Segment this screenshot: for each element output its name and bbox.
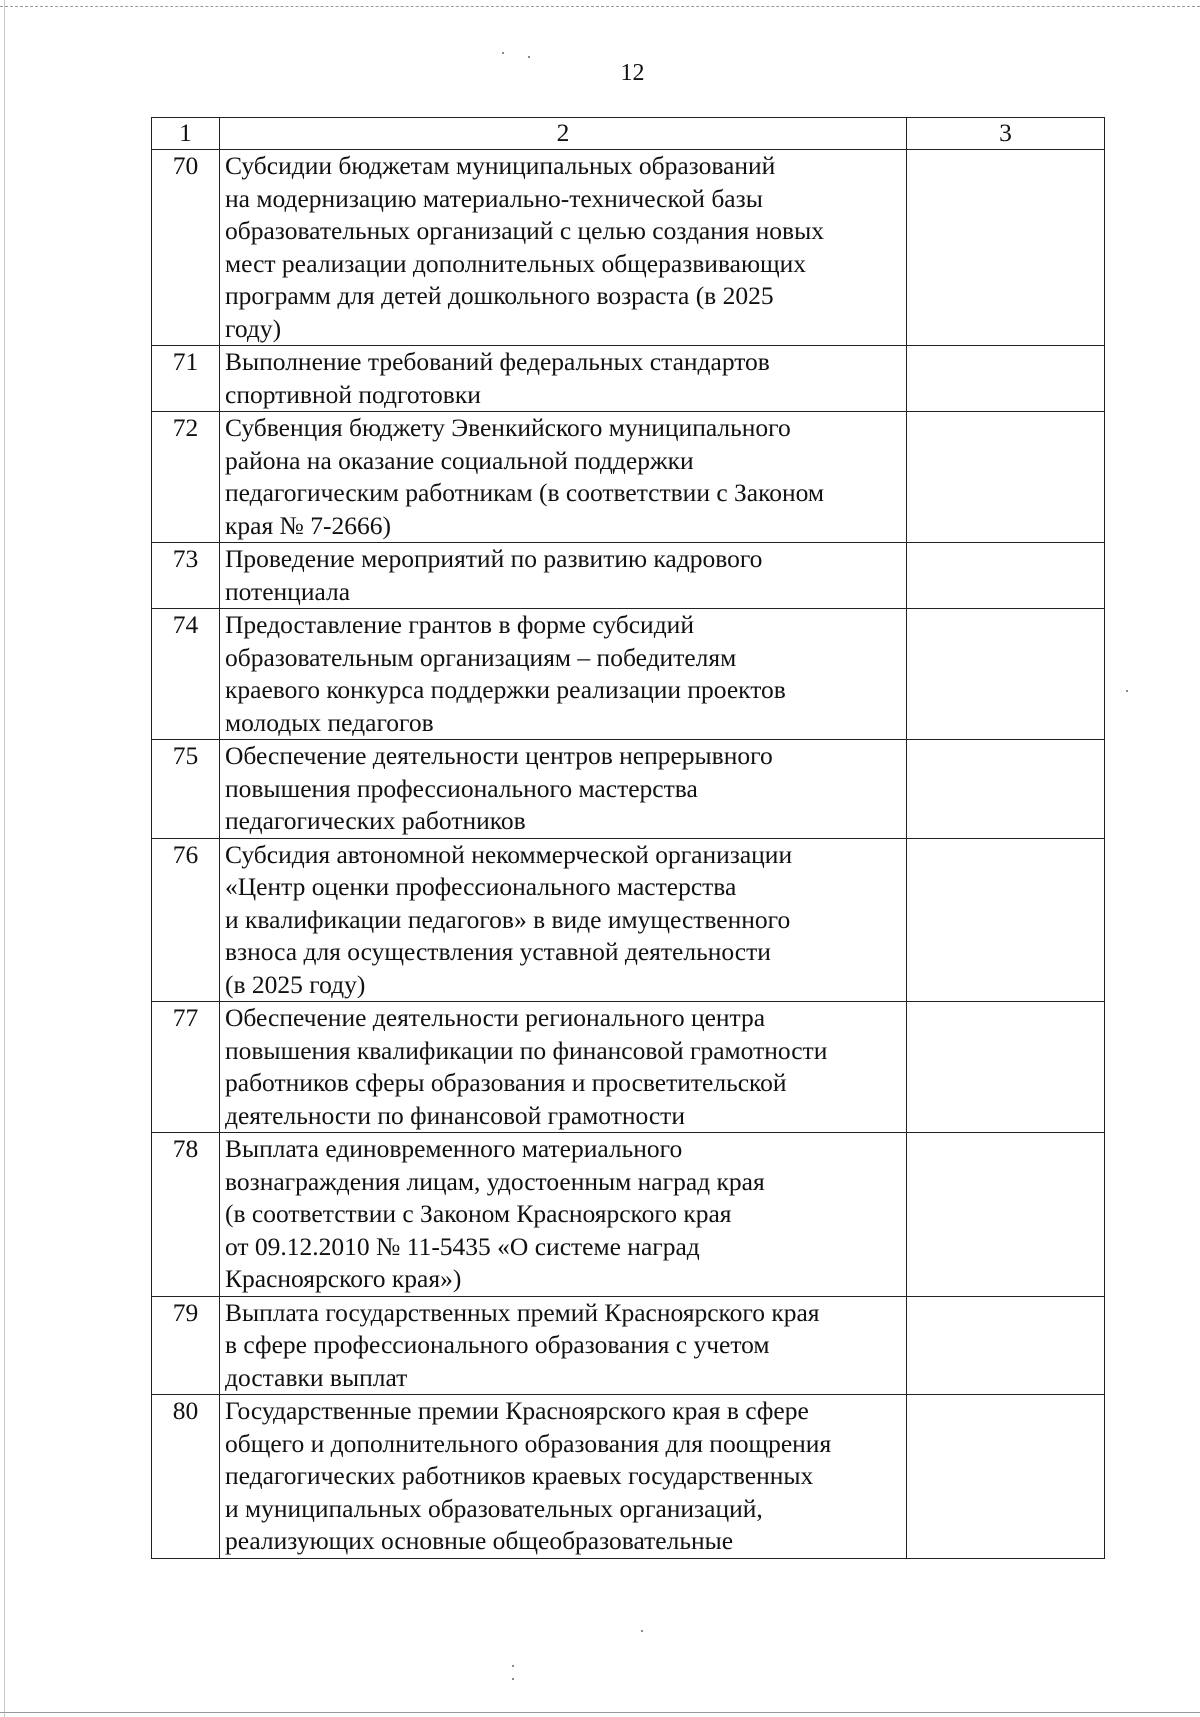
description-line: педагогических работников краевых государственных	[225, 1461, 814, 1490]
description-line: общего и дополнительного образования для поощрения	[225, 1428, 832, 1458]
description-line: повышения квалификации по финансовой грамотности	[225, 1035, 828, 1065]
description-line: педагогических работников	[225, 806, 526, 835]
description-line: образовательных организаций с целью создания новых	[225, 216, 824, 245]
row-number-cell: 78	[152, 1133, 220, 1297]
row-number-cell: 73	[152, 543, 220, 609]
description-line: Выплата государственных премий Красноярского края	[225, 1297, 820, 1327]
header-cell-2: 2	[220, 118, 907, 150]
row-number-cell: 71	[152, 346, 220, 412]
row-number-cell: 76	[152, 838, 220, 1002]
row-number-cell: 80	[152, 1395, 220, 1559]
row-column3-cell	[907, 1133, 1105, 1297]
description-line: края № 7-2666)	[225, 510, 391, 540]
row-description-cell	[220, 609, 907, 740]
row-column3-cell	[907, 543, 1105, 609]
table-row	[152, 609, 1105, 740]
description-line: краевого конкурса поддержки реализации проектов	[225, 675, 786, 704]
description-line: реализующих основные общеобразовательные	[225, 1526, 734, 1555]
description-line: Предоставление грантов в форме субсидий	[225, 610, 694, 639]
scan-speck	[512, 1678, 514, 1680]
table-row	[152, 740, 1105, 839]
row-column3-cell	[907, 1296, 1105, 1395]
table-row	[152, 412, 1105, 543]
description-line: на модернизацию материально-технической базы	[225, 183, 763, 213]
row-description-cell	[220, 543, 907, 609]
row-column3-cell	[907, 838, 1105, 1002]
scan-speck	[502, 52, 504, 54]
table-row	[152, 543, 1105, 609]
description-line: (в соответствии с Законом Красноярского края	[225, 1199, 732, 1228]
row-column3-cell	[907, 346, 1105, 412]
description-line: педагогическим работникам (в соответствии с Законом	[225, 478, 825, 507]
description-line: молодых педагогов	[225, 707, 434, 737]
description-line: Красноярского края»)	[225, 1264, 462, 1293]
table-row	[152, 1296, 1105, 1395]
description-line: мест реализации дополнительных общеразвивающих	[225, 248, 807, 278]
description-line: и муниципальных образовательных организаций,	[225, 1493, 763, 1523]
description-line: потенциала	[225, 576, 351, 606]
description-line: спортивной подготовки	[225, 379, 481, 409]
description-line: повышения профессионального мастерства	[225, 773, 698, 803]
description-line: взноса для осуществления уставной деятельности	[225, 937, 771, 966]
scan-edge-top	[0, 6, 1200, 7]
description-line: Государственные премии Красноярского края в сфере	[225, 1396, 809, 1425]
row-description-cell	[220, 1296, 907, 1395]
table-row	[152, 1133, 1105, 1297]
description-line: работников сферы образования и просветительской	[225, 1068, 787, 1097]
row-column3-cell	[907, 150, 1105, 346]
description-line: Обеспечение деятельности центров непрерывного	[225, 741, 773, 770]
row-column3-cell	[907, 740, 1105, 839]
description-line: от 09.12.2010 № 11-5435 «О системе наград	[225, 1231, 700, 1261]
page-number: 12	[620, 60, 645, 86]
header-cell-1: 1	[152, 118, 220, 150]
description-line: Субвенция бюджету Эвенкийского муниципального	[225, 413, 791, 442]
description-line: доставки выплат	[225, 1362, 408, 1392]
row-column3-cell	[907, 609, 1105, 740]
scan-edge-left	[4, 0, 5, 1717]
row-number-cell: 75	[152, 740, 220, 839]
description-line: Субсидии бюджетам муниципальных образований	[225, 151, 776, 180]
description-line: году)	[225, 313, 282, 343]
description-line: деятельности по финансовой грамотности	[225, 1100, 685, 1130]
row-number-cell: 77	[152, 1002, 220, 1133]
scan-speck	[512, 1665, 514, 1667]
description-line: «Центр оценки профессионального мастерства	[225, 872, 737, 901]
row-description-cell	[220, 346, 907, 412]
description-line: и квалификации педагогов» в виде имущественного	[225, 904, 791, 934]
row-number-cell: 72	[152, 412, 220, 543]
description-line: Обеспечение деятельности регионального центра	[225, 1003, 766, 1032]
row-description-cell	[220, 1395, 907, 1559]
description-line: Выплата единовременного материального	[225, 1134, 683, 1163]
table-row	[152, 150, 1105, 346]
row-column3-cell	[907, 412, 1105, 543]
description-line: образовательным организациям – победителям	[225, 642, 737, 672]
row-description-cell	[220, 1133, 907, 1297]
description-line: (в 2025 году)	[225, 969, 366, 999]
row-number-cell: 74	[152, 609, 220, 740]
table-header-row	[152, 118, 1105, 150]
row-column3-cell	[907, 1002, 1105, 1133]
scan-edge-bottom	[0, 1712, 1200, 1713]
table-row	[152, 838, 1105, 1002]
row-number-cell: 70	[152, 150, 220, 346]
description-line: Проведение мероприятий по развитию кадрового	[225, 544, 763, 573]
row-description-cell	[220, 412, 907, 543]
row-description-cell	[220, 1002, 907, 1133]
row-description-cell	[220, 838, 907, 1002]
row-description-cell	[220, 150, 907, 346]
row-column3-cell	[907, 1395, 1105, 1559]
document-table	[151, 117, 1105, 1559]
description-line: Субсидия автономной некоммерческой организации	[225, 839, 793, 869]
table-row	[152, 1395, 1105, 1559]
header-cell-3: 3	[907, 118, 1105, 150]
row-description-cell	[220, 740, 907, 839]
scan-speck	[641, 1630, 643, 1632]
description-line: Выполнение требований федеральных стандартов	[225, 347, 770, 376]
description-line: района на оказание социальной поддержки	[225, 445, 694, 475]
scan-speck	[1126, 690, 1128, 692]
description-line: программ для детей дошкольного возраста (в 2025	[225, 281, 774, 310]
table-row	[152, 346, 1105, 412]
description-line: вознаграждения лицам, удостоенным наград края	[225, 1166, 765, 1196]
table-row	[152, 1002, 1105, 1133]
row-number-cell: 79	[152, 1296, 220, 1395]
description-line: в сфере профессионального образования с учетом	[225, 1330, 770, 1359]
